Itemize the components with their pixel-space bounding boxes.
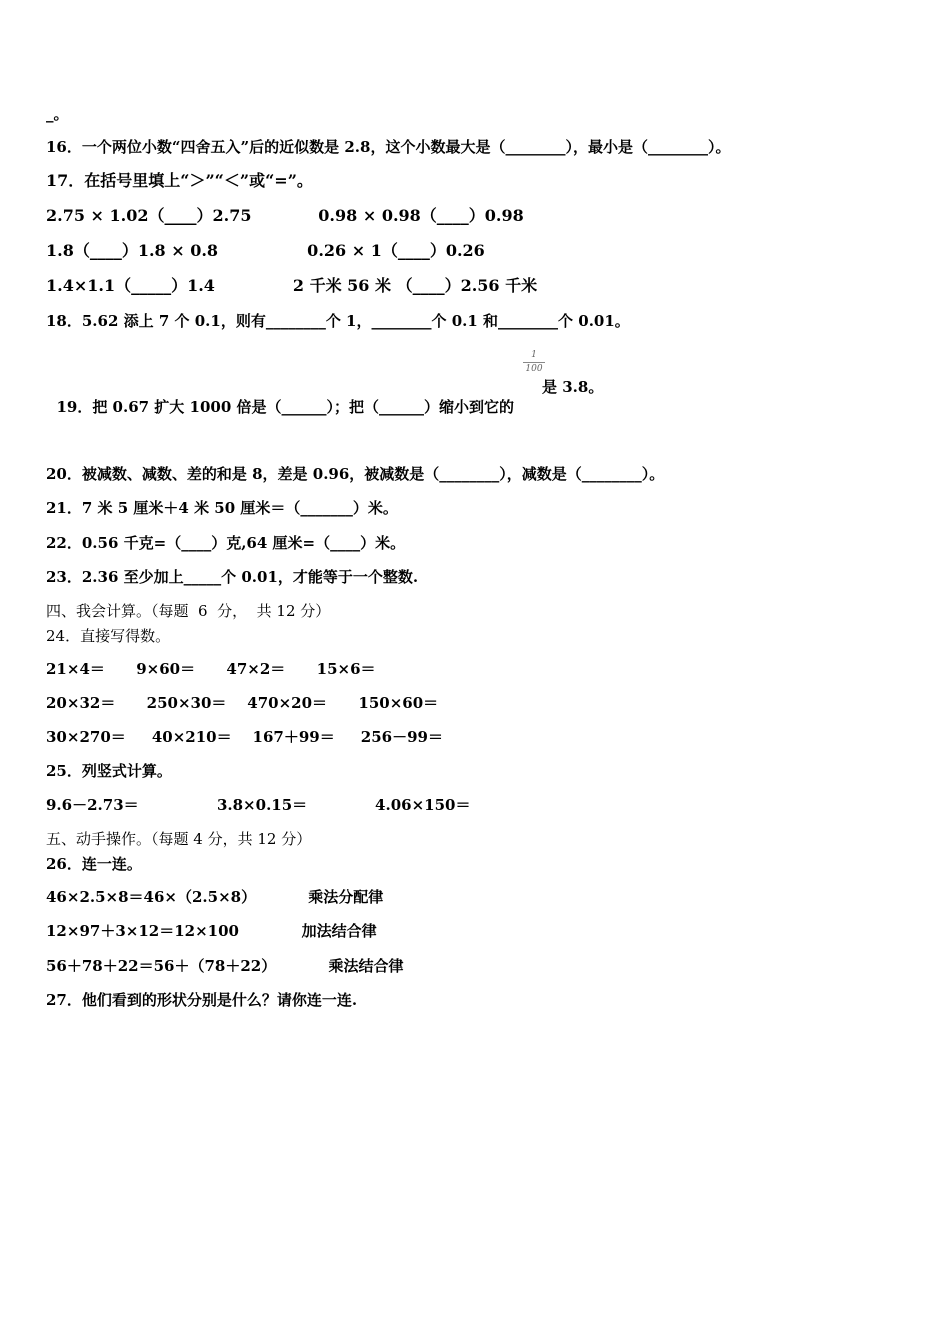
question-21: 21．7 米 5 厘米＋4 米 50 厘米＝（_______）米。 <box>46 499 398 517</box>
question-24-row-2: 20×32＝ 250×30＝ 470×20＝ 150×60＝ <box>46 694 439 712</box>
fraction-numerator: 1 <box>531 350 537 360</box>
question-24-row-3: 30×270＝ 40×210＝ 167＋99＝ 256－99＝ <box>46 728 443 746</box>
question-16: 16．一个两位小数“四舍五入”后的近似数是 2.8，这个小数最大是（________），最小是（________）。 <box>46 138 731 156</box>
question-22: 22．0.56 千克=（____）克,64 厘米=（____）米。 <box>46 534 406 552</box>
question-18: 18．5.62 添上 7 个 0.1，则有________个 1，________个 0.1 和________个 0.01。 <box>46 312 630 330</box>
question-26-row-1: 46×2.5×8＝46×（2.5×8） 乘法分配律 <box>46 888 384 906</box>
fraction-bar <box>523 362 545 363</box>
section-4-heading: 四、我会计算。（每题 6 分， 共 12 分） <box>46 602 331 620</box>
question-17: 17．在括号里填上“＞”“＜”或“=”。 <box>46 171 313 190</box>
question-24: 24．直接写得数。 <box>46 627 171 645</box>
question-24-row-1: 21×4＝ 9×60＝ 47×2＝ 15×6＝ <box>46 660 376 678</box>
question-23: 23．2.36 至少加上_____个 0.01，才能等于一个整数. <box>46 568 419 586</box>
text-line: _。 <box>46 105 69 123</box>
question-19 <box>46 377 514 417</box>
question-26: 26．连一连。 <box>46 855 142 873</box>
question-20: 20．被减数、减数、差的和是 8，差是 0.96，被减数是（________），减数是（________）。 <box>46 465 665 483</box>
question-19-end: 是 3.8。 <box>542 378 604 396</box>
question-25: 25．列竖式计算。 <box>46 762 172 780</box>
fraction-denominator: 100 <box>525 364 543 374</box>
question-19-text: 19．把 0.67 扩大 1000 倍是（______）；把（______）缩小到它的 <box>56 398 514 416</box>
question-25-row: 9.6－2.73＝ 3.8×0.15＝ 4.06×150＝ <box>46 796 471 814</box>
question-27: 27．他们看到的形状分别是什么？请你连一连. <box>46 991 358 1009</box>
question-26-row-2: 12×97＋3×12＝12×100 加法结合律 <box>46 922 377 940</box>
question-17-row-3: 1.4×1.1（_____）1.4 2 千米 56 米 （____）2.56 千米 <box>46 276 538 295</box>
fraction-one-hundredth <box>521 350 547 375</box>
question-17-row-1: 2.75 × 1.02（____）2.75 0.98 × 0.98（____）0.98 <box>46 206 524 225</box>
question-26-row-3: 56＋78＋22＝56＋（78＋22） 乘法结合律 <box>46 957 404 975</box>
question-17-row-2: 1.8（____）1.8 × 0.8 0.26 × 1（____）0.26 <box>46 241 485 260</box>
section-5-heading: 五、动手操作。（每题 4 分，共 12 分） <box>46 830 312 848</box>
